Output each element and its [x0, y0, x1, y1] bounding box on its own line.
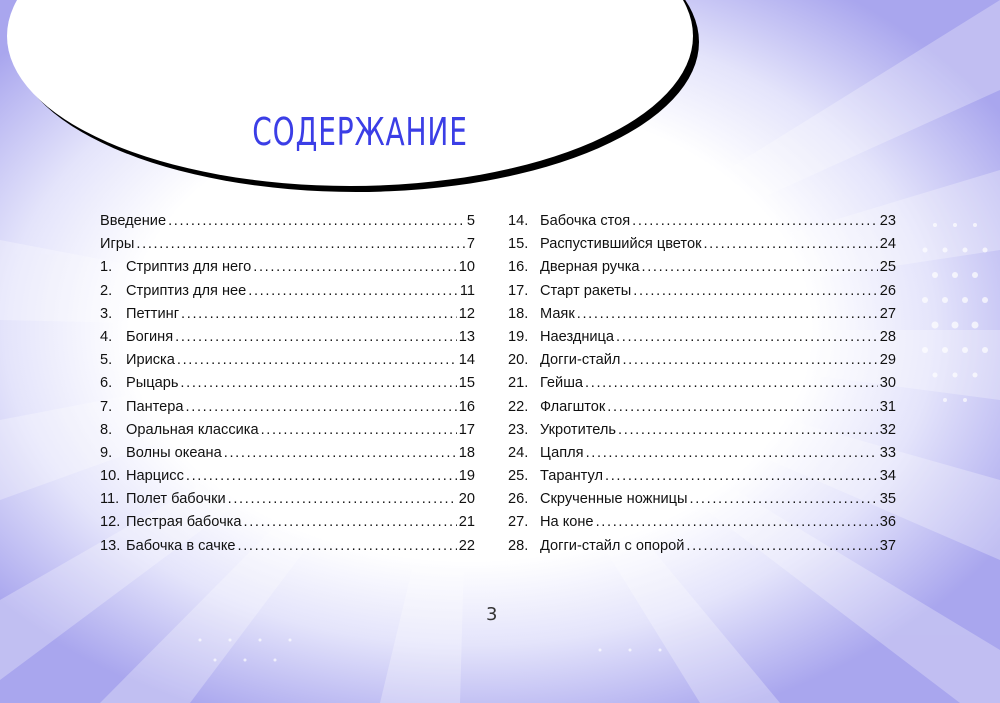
- toc-dot-leader: [248, 283, 458, 299]
- toc-entry-label: Рыцарь: [126, 375, 179, 392]
- toc-entry: [508, 468, 896, 491]
- toc-entry: [508, 306, 896, 329]
- toc-dot-leader: [228, 491, 457, 507]
- toc-dot-leader: [690, 491, 878, 507]
- toc-entry: [100, 538, 475, 561]
- toc-entry-number: 14.: [508, 213, 529, 229]
- toc-entry: [508, 236, 896, 259]
- toc-entry-number: 26.: [508, 491, 529, 508]
- toc-dot-leader: [186, 399, 457, 415]
- toc-entry: [100, 468, 475, 491]
- toc-entry: [100, 329, 475, 352]
- toc-entry-number: 7.: [100, 398, 113, 415]
- toc-entry-label: Бабочка стоя: [540, 213, 631, 229]
- toc-dot-leader: [605, 468, 878, 484]
- toc-dot-leader: [181, 306, 457, 322]
- toc-entry-page: 34: [879, 468, 896, 485]
- toc-entry: [508, 399, 896, 422]
- toc-dot-leader: [618, 422, 878, 438]
- toc-entry-number: 6.: [100, 375, 113, 392]
- toc-entry-number: 2.: [100, 282, 113, 299]
- toc-dot-leader: [186, 468, 457, 484]
- toc-entry-page: 15: [458, 375, 475, 392]
- toc-entry-page: 14: [458, 352, 475, 369]
- toc-dot-leader: [642, 259, 878, 275]
- toc-entry-label: Богиня: [126, 328, 174, 345]
- toc-entry-number: 16.: [508, 259, 529, 276]
- toc-entry-number: 21.: [508, 375, 529, 392]
- toc-entry-page: 32: [879, 421, 896, 438]
- toc-entry-label: Наездница: [540, 328, 615, 345]
- toc-dot-leader: [703, 236, 877, 252]
- toc-entry-page: 26: [879, 282, 896, 299]
- toc-entry: [508, 422, 896, 445]
- toc-entry-number: 28.: [508, 537, 529, 554]
- toc-entry: [100, 352, 475, 375]
- toc-dot-leader: [180, 375, 456, 391]
- toc-dot-leader: [633, 283, 877, 299]
- toc-entry-label: Дверная ручка: [540, 259, 640, 276]
- toc-entry: [100, 213, 475, 236]
- toc-dot-leader: [261, 422, 457, 438]
- toc-entry-page: 5: [466, 213, 475, 229]
- toc-entry-label: Волны океана: [126, 444, 222, 461]
- toc-entry-page: 36: [879, 514, 896, 531]
- toc-entry-number: 10.: [100, 468, 121, 485]
- toc-entry: [100, 306, 475, 329]
- toc-entry-page: 21: [458, 514, 475, 531]
- toc-entry-label: Укротитель: [540, 421, 617, 438]
- toc-entry-label: Петтинг: [126, 305, 180, 322]
- toc-entry-number: 24.: [508, 444, 529, 461]
- toc-entry-number: 1.: [100, 259, 113, 276]
- toc-entry-label: Гейша: [540, 375, 584, 392]
- toc-dot-leader: [577, 306, 878, 322]
- toc-entry-number: 9.: [100, 444, 113, 461]
- toc-entry-page: 22: [458, 537, 475, 554]
- toc-entry-page: 20: [458, 491, 475, 508]
- toc-dot-leader: [238, 538, 457, 554]
- toc-entry-number: 27.: [508, 514, 529, 531]
- toc-dot-leader: [244, 514, 457, 530]
- toc-entry: [100, 259, 475, 282]
- toc-entry-page: 35: [879, 491, 896, 508]
- toc-entry-number: 5.: [100, 352, 113, 369]
- toc-dot-leader: [585, 375, 878, 391]
- toc-entry-label: Старт ракеты: [540, 282, 632, 299]
- toc-entry-label: Догги-стайл с опорой: [540, 537, 685, 554]
- toc-entry: [508, 538, 896, 561]
- toc-entry: [100, 445, 475, 468]
- toc-dot-leader: [136, 236, 464, 252]
- toc-entry-label: Стриптиз для нее: [126, 282, 247, 299]
- toc-entry-number: 11.: [100, 491, 120, 508]
- toc-entry-label: Введение: [100, 213, 167, 229]
- toc-dot-leader: [168, 213, 465, 229]
- toc-entry-page: 19: [458, 468, 475, 485]
- toc-entry: [508, 329, 896, 352]
- toc-entry: [100, 422, 475, 445]
- toc-entry-label: Тарантул: [540, 468, 604, 485]
- toc-entry-page: 16: [458, 398, 475, 415]
- toc-entry-label: Бабочка в сачке: [126, 537, 236, 554]
- page-number: 3: [486, 604, 498, 625]
- toc-entry-page: 30: [879, 375, 896, 392]
- toc-entry-page: 29: [879, 352, 896, 369]
- toc-entry: [100, 283, 475, 306]
- toc-entry-page: 28: [879, 328, 896, 345]
- toc-dot-leader: [616, 329, 878, 345]
- toc-left-column: [100, 213, 475, 561]
- toc-entry-page: 23: [879, 213, 896, 229]
- toc-entry: [100, 491, 475, 514]
- toc-entry: [100, 236, 475, 259]
- toc-entry: [508, 375, 896, 398]
- toc-entry-number: 18.: [508, 305, 529, 322]
- toc-dot-leader: [175, 329, 457, 345]
- toc-entry-label: Пантера: [126, 398, 184, 415]
- toc-entry: [508, 283, 896, 306]
- toc-entry-page: 18: [458, 444, 475, 461]
- toc-dot-leader: [177, 352, 457, 368]
- toc-entry: [100, 375, 475, 398]
- toc-entry-page: 7: [466, 236, 475, 253]
- toc-entry-page: 27: [879, 305, 896, 322]
- toc-dot-leader: [586, 445, 878, 461]
- toc-entry-label: Маяк: [540, 305, 575, 322]
- toc-dot-leader: [622, 352, 877, 368]
- toc-entry-page: 24: [879, 236, 896, 253]
- toc-entry-label: Пестрая бабочка: [126, 514, 242, 531]
- toc-entry-number: 8.: [100, 421, 113, 438]
- toc-entry: [508, 514, 896, 537]
- toc-entry-number: 25.: [508, 468, 529, 485]
- toc-entry-page: 10: [458, 259, 475, 276]
- toc-entry-page: 31: [879, 398, 896, 415]
- toc-entry-number: 3.: [100, 305, 113, 322]
- toc-entry-label: Полет бабочки: [126, 491, 226, 508]
- toc-entry-page: 11: [459, 282, 475, 299]
- toc-entry-number: 20.: [508, 352, 529, 369]
- toc-entry-label: Распустившийся цветок: [540, 236, 702, 253]
- toc-entry-label: Догги-стайл: [540, 352, 621, 369]
- toc-entry-page: 25: [879, 259, 896, 276]
- toc-dot-leader: [596, 514, 878, 530]
- toc-entry: [508, 352, 896, 375]
- toc-entry-number: 19.: [508, 328, 529, 345]
- toc-entry: [100, 399, 475, 422]
- toc-entry-number: 23.: [508, 421, 529, 438]
- toc-entry-label: Нарцисс: [126, 468, 184, 485]
- toc-dot-leader: [224, 445, 457, 461]
- toc-entry-number: 4.: [100, 328, 113, 345]
- toc-entry-page: 13: [458, 328, 475, 345]
- toc-entry-page: 33: [879, 444, 896, 461]
- toc-entry: [508, 259, 896, 282]
- toc-entry-page: 17: [458, 421, 475, 438]
- toc-entry-number: 13.: [100, 537, 121, 554]
- page-title: СОДЕРЖАНИЕ: [252, 110, 468, 154]
- toc-entry-label: Игры: [100, 236, 135, 253]
- toc-entry-page: 12: [458, 305, 475, 322]
- toc-entry: [508, 491, 896, 514]
- toc-dot-leader: [253, 259, 457, 275]
- toc-dot-leader: [632, 213, 878, 229]
- toc-entry-label: Цапля: [540, 444, 584, 461]
- toc-entry: [508, 445, 896, 468]
- toc-entry: [508, 213, 896, 236]
- toc-right-column: [508, 213, 896, 561]
- toc-entry: [100, 514, 475, 537]
- toc-entry-label: Ириска: [126, 352, 175, 369]
- toc-entry-number: 15.: [508, 236, 529, 253]
- toc-dot-leader: [607, 399, 877, 415]
- toc-entry-label: Скрученные ножницы: [540, 491, 688, 508]
- toc-entry-page: 37: [879, 537, 896, 554]
- toc-entry-number: 17.: [508, 282, 529, 299]
- toc-entry-label: Стриптиз для него: [126, 259, 252, 276]
- title-ellipse: [7, 0, 693, 186]
- toc-entry-number: 12.: [100, 514, 121, 531]
- toc-dot-leader: [686, 538, 877, 554]
- toc-entry-label: Флагшток: [540, 398, 606, 415]
- toc-entry-number: 22.: [508, 398, 529, 415]
- toc-entry-label: На коне: [540, 514, 594, 531]
- toc-entry-label: Оральная классика: [126, 421, 259, 438]
